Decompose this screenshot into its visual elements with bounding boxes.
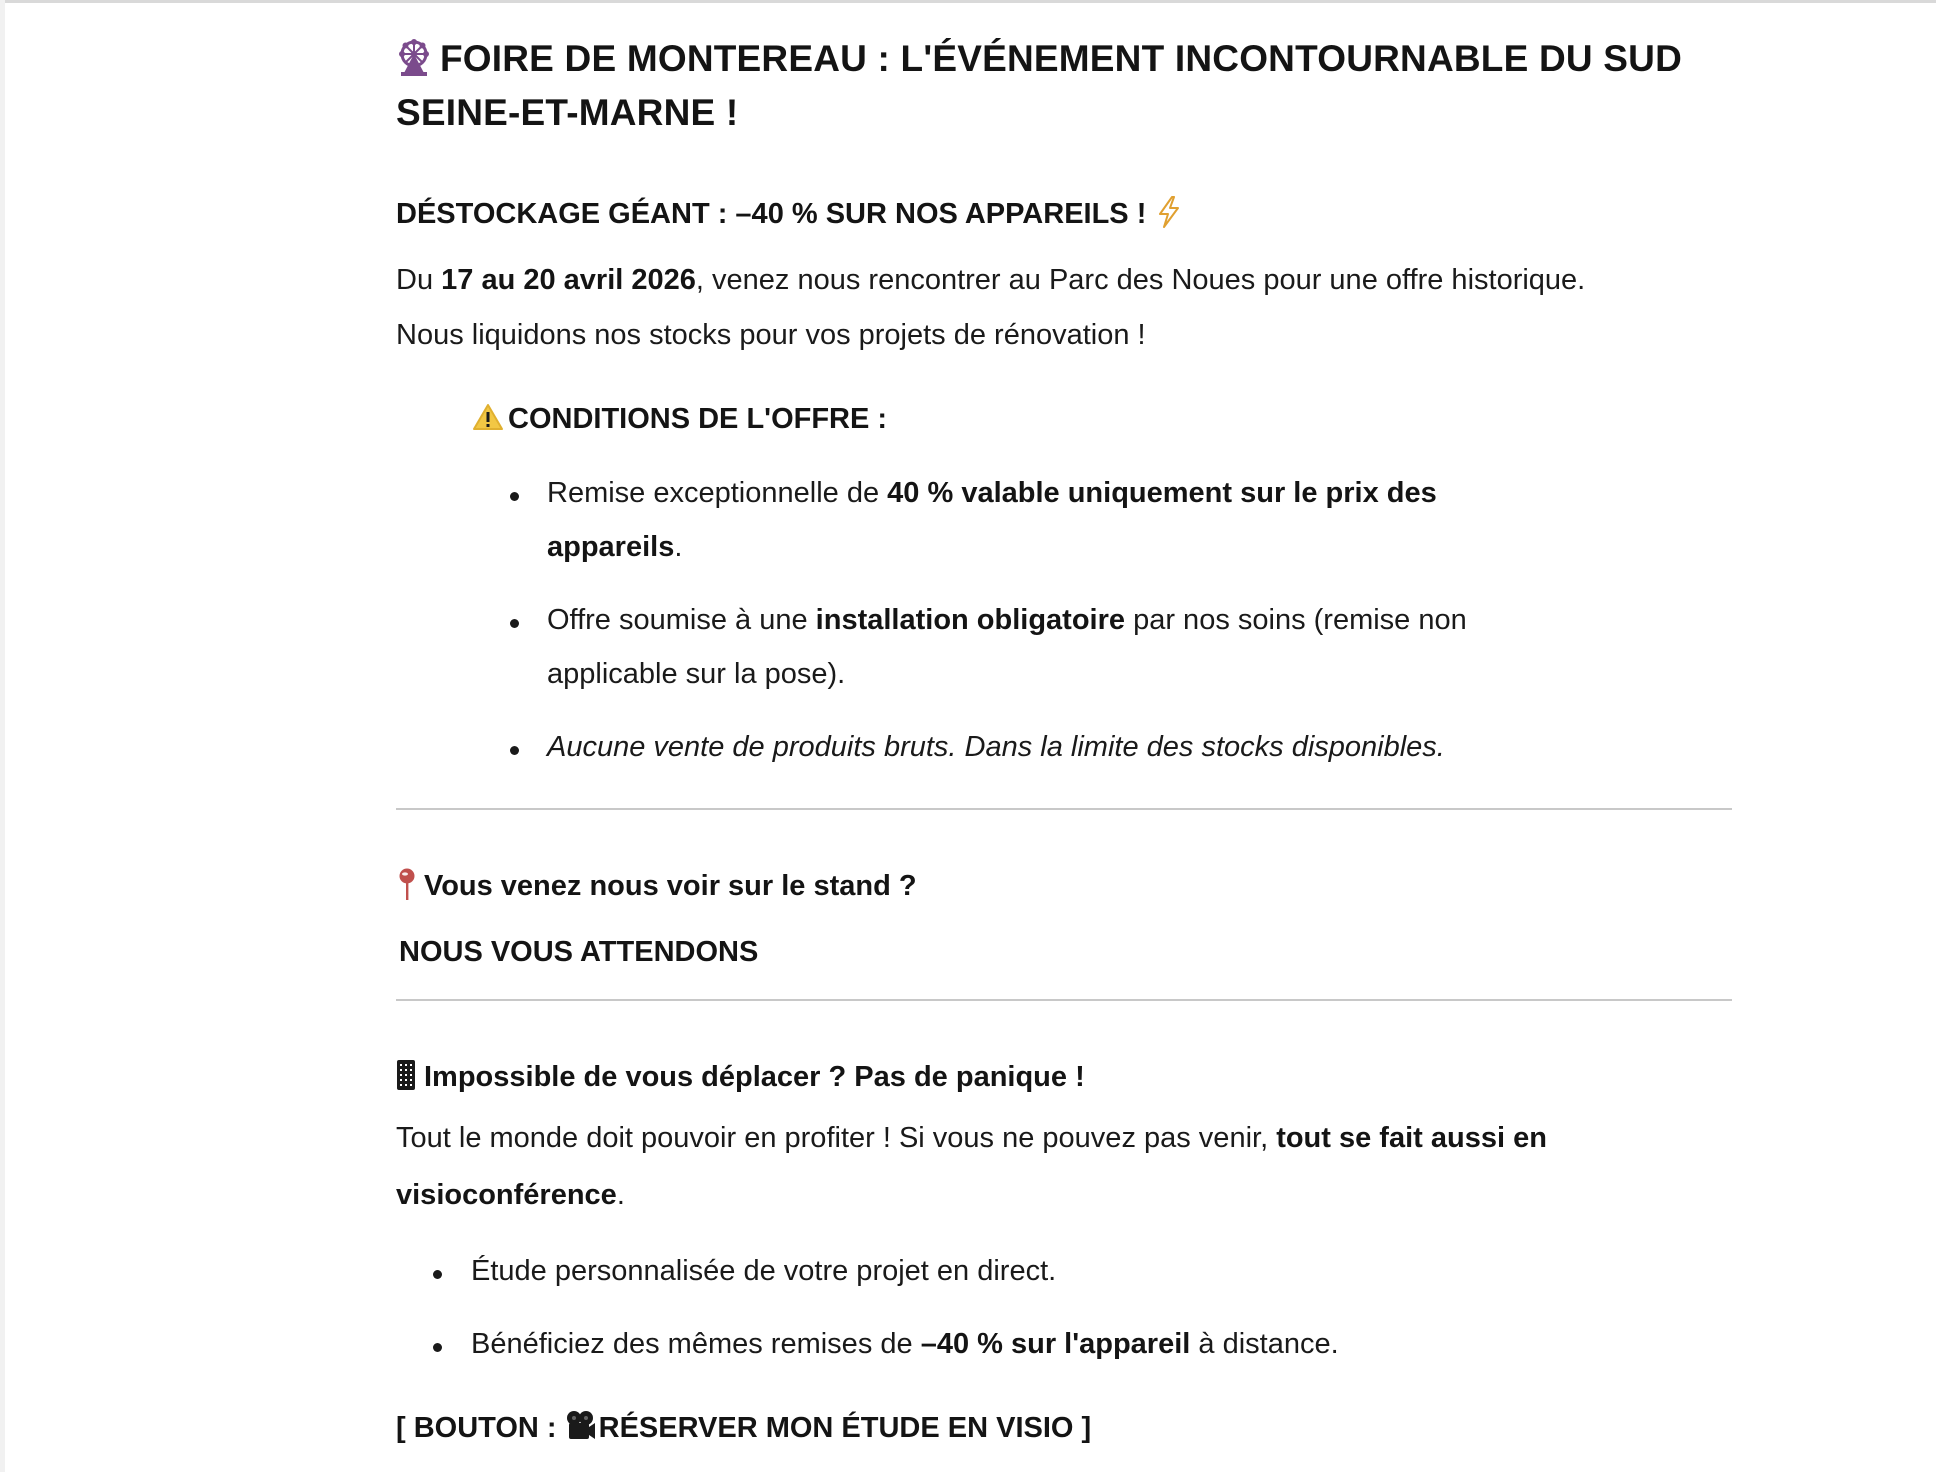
bullet: [433, 1270, 442, 1279]
lightning-icon: [1156, 196, 1182, 228]
intro-line-1: Du 17 au 20 avril 2026, venez nous rencontrer au Parc des Noues pour une offre historique.: [396, 264, 1586, 296]
ferris-wheel-icon: [396, 39, 432, 77]
conditions-heading: CONDITIONS DE L'OFFRE :: [472, 403, 887, 436]
movie-camera-icon: [565, 1410, 595, 1442]
bullet: [510, 619, 519, 628]
bullet: [433, 1343, 442, 1352]
intro-line-2: Nous liquidons nos stocks pour vos projets de rénovation !: [396, 319, 1146, 351]
left-edge: [0, 0, 5, 1472]
bullet: [510, 746, 519, 755]
remote-item-2: Bénéficiez des mêmes remises de –40 % sur l'appareil à distance.: [471, 1328, 1339, 1360]
top-border: [0, 0, 1936, 3]
section-divider: [396, 808, 1732, 810]
promo-heading: DÉSTOCKAGE GÉANT : –40 % SUR NOS APPAREILS !: [396, 198, 1182, 231]
condition-item-2-cont: applicable sur la pose).: [547, 658, 846, 690]
event-dates: 17 au 20 avril 2026: [441, 264, 696, 296]
section-divider: [396, 999, 1732, 1001]
mobile-phone-icon: [396, 1059, 416, 1091]
page-title-line2: SEINE-ET-MARNE !: [396, 92, 739, 133]
remote-paragraph-line-1: Tout le monde doit pouvoir en profiter ! Si vous ne pouvez pas venir, tout se fait aussi en: [396, 1122, 1547, 1154]
pin-icon: [396, 867, 418, 901]
condition-item-2: Offre soumise à une installation obligatoire par nos soins (remise non: [547, 604, 1467, 636]
bullet: [510, 492, 519, 501]
remote-paragraph-line-2: visioconférence.: [396, 1179, 625, 1211]
book-visio-button[interactable]: [ BOUTON : RÉSERVER MON ÉTUDE EN VISIO ]: [396, 1412, 1092, 1444]
stand-heading: Vous venez nous voir sur le stand ?: [396, 870, 917, 903]
warning-icon: [472, 403, 504, 431]
remote-item-1: Étude personnalisée de votre projet en direct.: [471, 1255, 1057, 1287]
remote-heading: Impossible de vous déplacer ? Pas de panique !: [396, 1061, 1085, 1094]
condition-item-1: Remise exceptionnelle de 40 % valable uniquement sur le prix des: [547, 477, 1437, 509]
stand-subheading: NOUS VOUS ATTENDONS: [399, 936, 759, 968]
page-title: FOIRE DE MONTEREAU : L'ÉVÉNEMENT INCONTOURNABLE DU SUD: [396, 32, 1682, 86]
condition-item-3: Aucune vente de produits bruts. Dans la limite des stocks disponibles.: [547, 731, 1445, 763]
condition-item-1-cont: appareils.: [547, 531, 683, 563]
